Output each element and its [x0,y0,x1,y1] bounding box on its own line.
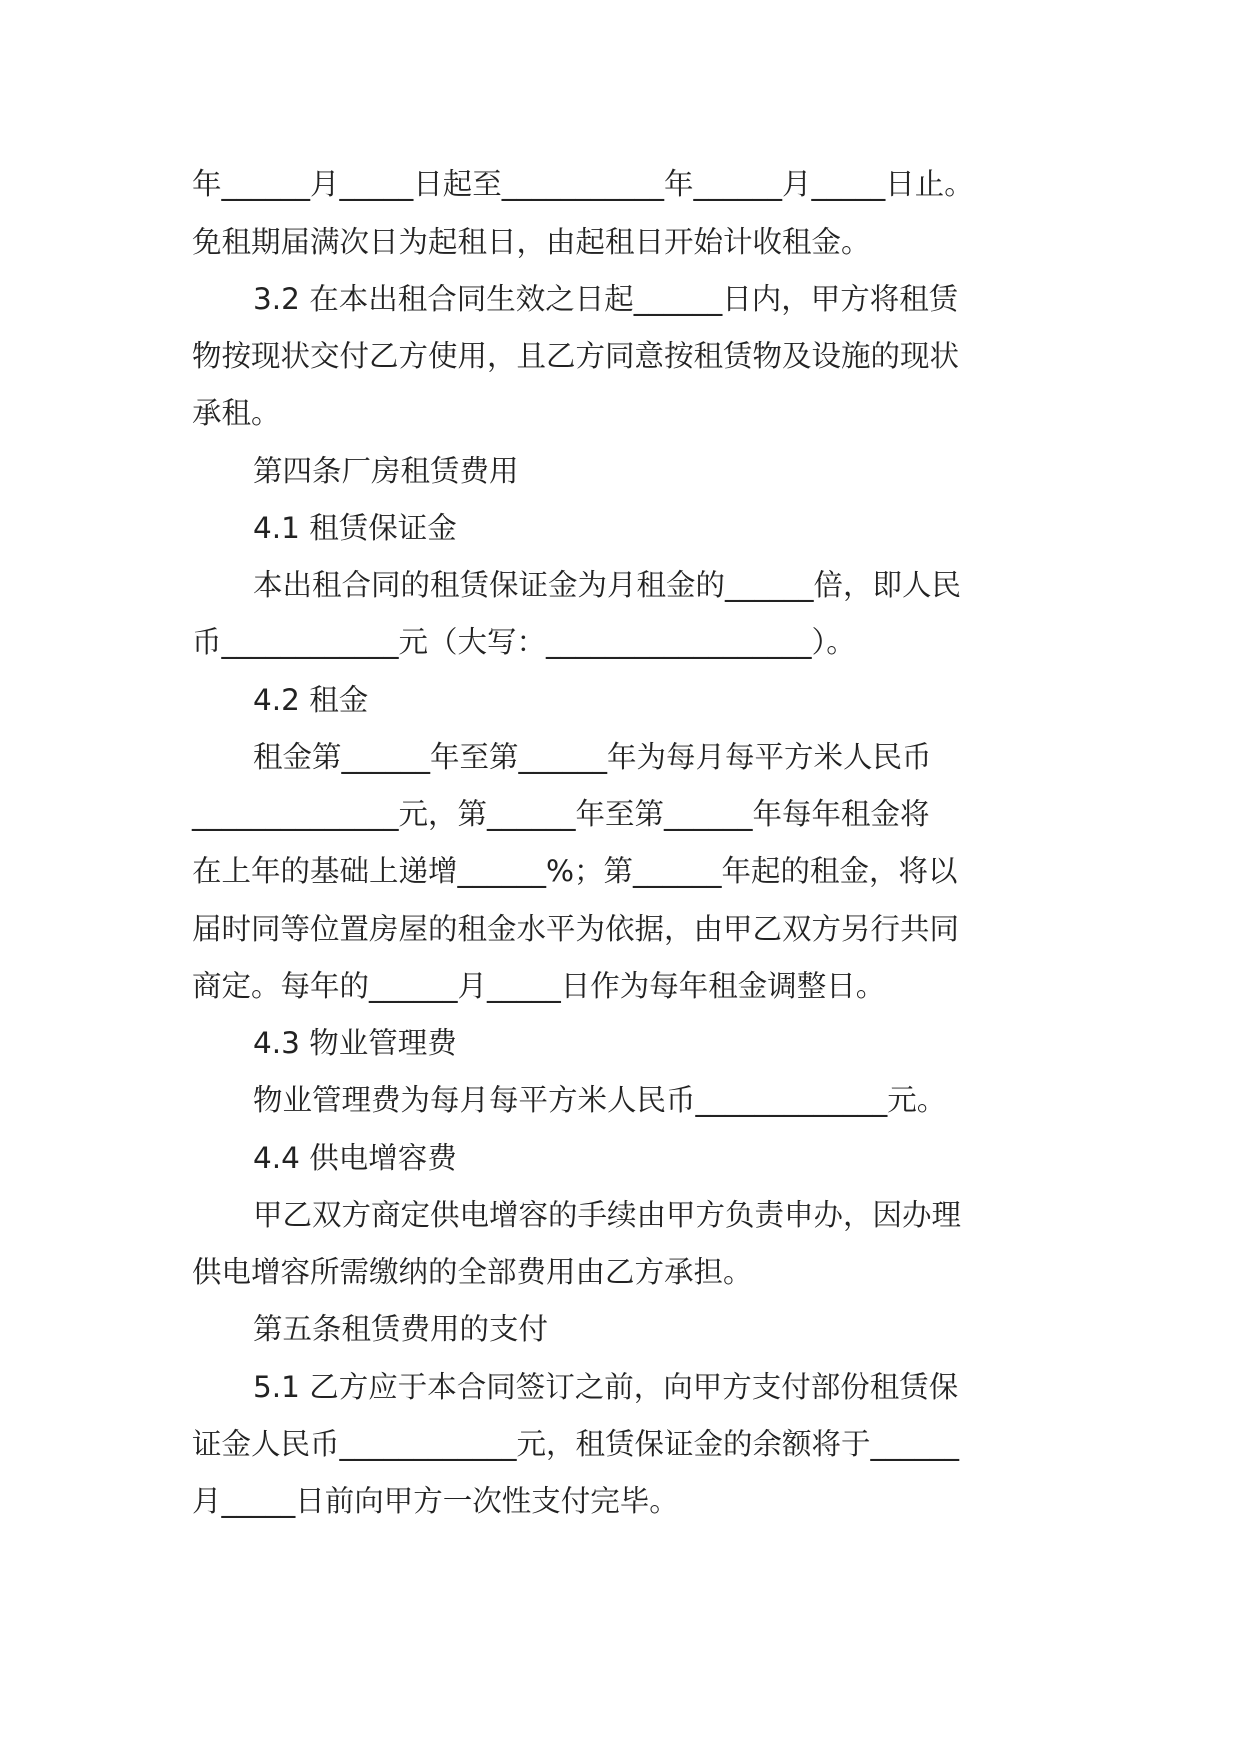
clause-4-1-line-2: 币____________元（大写：__________________）。 [192,625,856,659]
clause-4-2-line-1: 租金第______年至第______年为每月每平方米人民币 [253,740,932,774]
clause-4-4-line-2: 供电增容所需缴纳的全部费用由乙方承担。 [192,1255,753,1289]
clause-4-2-line-4: 届时同等位置房屋的租金水平为依据，由甲乙双方另行共同 [192,912,960,946]
clause-4-2-line-5: 商定。每年的______月_____日作为每年租金调整日。 [192,969,886,1003]
clause-4-4-line-1: 甲乙双方商定供电增容的手续由甲方负责申办，因办理 [253,1198,962,1232]
article-5-heading: 第五条租赁费用的支付 [253,1312,549,1346]
clause-4-1-heading: 4.1 租赁保证金 [253,511,457,545]
clause-3-2-line-1: 3.2 在本出租合同生效之日起______日内，甲方将租赁 [253,282,959,316]
clause-5-1-line-2: 证金人民币____________元，租赁保证金的余额将于______ [192,1427,960,1461]
clause-4-2-line-2: ______________元，第______年至第______年每年租金将 [192,797,930,831]
clause-4-1-line-1: 本出租合同的租赁保证金为月租金的______倍，即人民 [253,568,962,602]
lease-period-line: 年______月_____日起至___________年______月_____日止。 [192,167,974,201]
clause-4-4-heading: 4.4 供电增容费 [253,1141,457,1175]
clause-4-2-line-3: 在上年的基础上递增______%；第______年起的租金，将以 [192,854,958,888]
clause-5-1-line-1: 5.1 乙方应于本合同签订之前，向甲方支付部份租赁保 [253,1370,959,1404]
clause-3-2-line-3: 承租。 [192,396,281,430]
clause-4-3-line-1: 物业管理费为每月每平方米人民币_____________元。 [253,1083,947,1117]
rent-free-line: 免租期届满次日为起租日，由起租日开始计收租金。 [192,225,871,259]
clause-4-3-heading: 4.3 物业管理费 [253,1026,457,1060]
article-4-heading: 第四条厂房租赁费用 [253,454,519,488]
clause-5-1-line-3: 月_____日前向甲方一次性支付完毕。 [192,1484,679,1518]
clause-3-2-line-2: 物按现状交付乙方使用，且乙方同意按租赁物及设施的现状 [192,339,960,373]
clause-4-2-heading: 4.2 租金 [253,683,369,717]
